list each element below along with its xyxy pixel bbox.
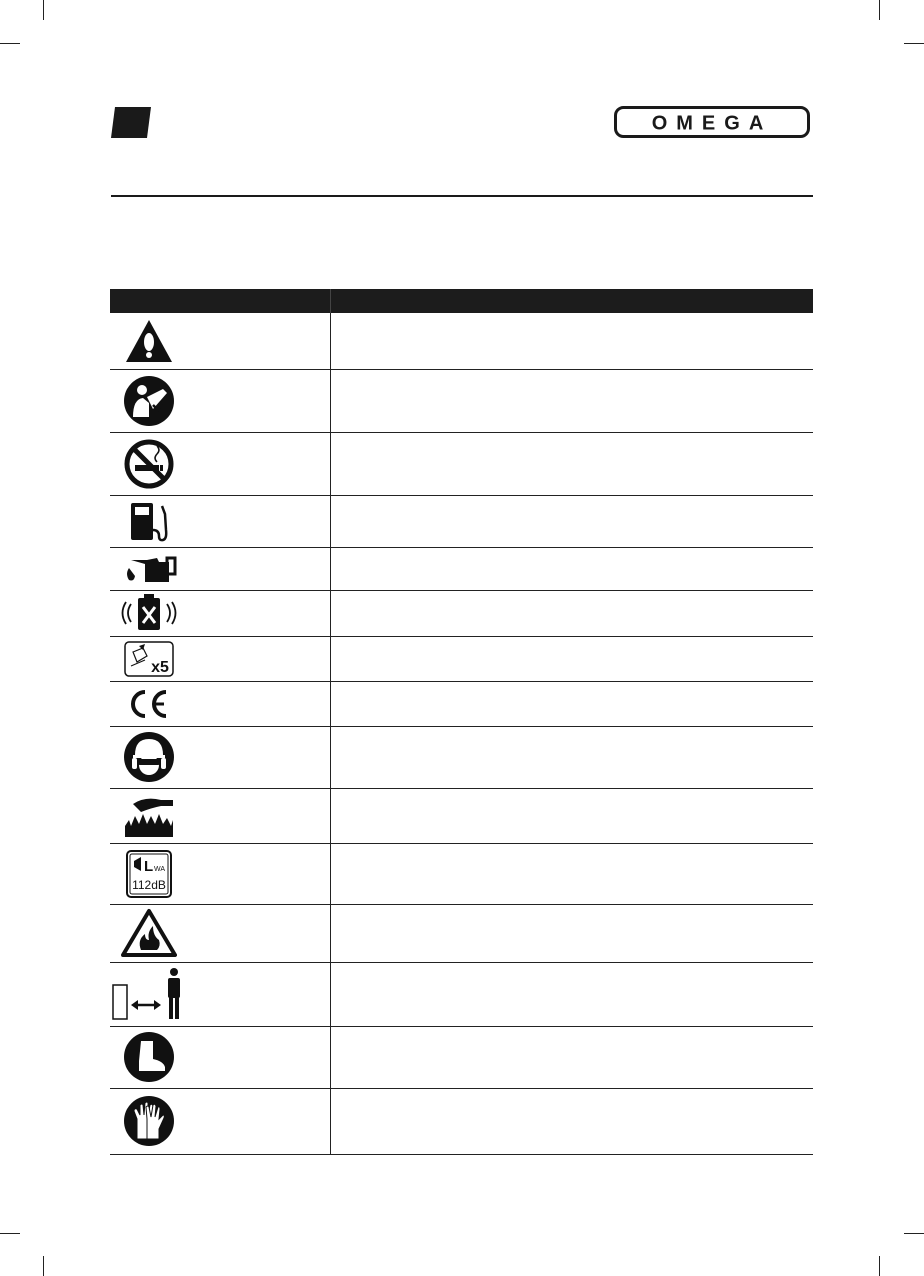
- crop-mark: [879, 1256, 880, 1276]
- table-row: [110, 495, 813, 547]
- table-row: [110, 962, 813, 1026]
- symbol-description: [330, 843, 813, 904]
- flammable-icon: [121, 908, 177, 958]
- symbol-name: [188, 788, 330, 843]
- symbol-name: [188, 495, 330, 547]
- battery-x5-icon: [123, 640, 175, 678]
- symbol-description: [330, 681, 813, 726]
- symbol-name: [188, 681, 330, 726]
- omega-logo-text: OMEGA: [651, 112, 773, 135]
- symbol-name: [188, 843, 330, 904]
- table-row: [110, 904, 813, 962]
- safety-gloves-icon: [123, 1095, 175, 1147]
- symbol-description: [330, 904, 813, 962]
- symbol-description: [330, 432, 813, 495]
- symbol-description: [330, 636, 813, 681]
- table-row: [110, 369, 813, 432]
- table-row: [110, 788, 813, 843]
- symbol-description: [330, 547, 813, 590]
- sound-power-level-icon: [125, 849, 173, 899]
- safe-distance-icon: [111, 967, 187, 1021]
- symbol-name: [188, 590, 330, 636]
- table-row: [110, 1026, 813, 1088]
- table-row: [110, 636, 813, 681]
- svg-text:L: L: [144, 857, 154, 875]
- read-manual-icon: [123, 375, 175, 427]
- symbol-name: [188, 904, 330, 962]
- symbol-name: [188, 726, 330, 788]
- table-row: [110, 843, 813, 904]
- symbol-name: [188, 369, 330, 432]
- symbol-description: [330, 495, 813, 547]
- symbol-name: [188, 636, 330, 681]
- symbol-description: [330, 1026, 813, 1088]
- table-header-row: [110, 289, 813, 313]
- symbol-description: [330, 1088, 813, 1154]
- hot-surface-icon: [121, 794, 177, 838]
- symbol-name: [188, 432, 330, 495]
- oil-can-icon: [121, 554, 177, 584]
- symbol-description: [330, 313, 813, 369]
- omega-logo: [614, 106, 810, 138]
- symbol-description: [330, 369, 813, 432]
- header-divider: [111, 195, 813, 197]
- symbol-name: [188, 1026, 330, 1088]
- svg-text:WA: WA: [154, 865, 166, 873]
- table-row: [110, 681, 813, 726]
- symbol-description: [330, 962, 813, 1026]
- vibration-icon: [114, 592, 184, 634]
- safety-boots-icon: [123, 1031, 175, 1083]
- crop-mark: [904, 1233, 924, 1234]
- battery-multiplier-label: x5: [151, 658, 169, 676]
- symbol-name: [188, 313, 330, 369]
- svg-text:112dB: 112dB: [132, 877, 166, 892]
- helmet-goggles-earmuffs-icon: [123, 731, 175, 783]
- section-marker: [111, 107, 151, 138]
- crop-mark: [879, 0, 880, 20]
- header-symbol: [110, 289, 330, 313]
- crop-mark: [0, 1233, 20, 1234]
- symbol-name: [188, 547, 330, 590]
- crop-mark: [0, 43, 20, 44]
- header-description: [330, 289, 813, 313]
- symbol-name: [188, 962, 330, 1026]
- table-row: [110, 547, 813, 590]
- table-row: [110, 726, 813, 788]
- symbols-table: [110, 289, 813, 1155]
- symbol-description: [330, 590, 813, 636]
- crop-mark: [43, 1256, 44, 1276]
- symbol-description: [330, 788, 813, 843]
- crop-mark: [43, 0, 44, 20]
- ce-mark-icon: [126, 688, 172, 720]
- symbol-name: [188, 1088, 330, 1154]
- table-row: [110, 432, 813, 495]
- symbol-description: [330, 726, 813, 788]
- crop-mark: [904, 43, 924, 44]
- table-row: [110, 1088, 813, 1154]
- table-row: [110, 590, 813, 636]
- warning-triangle-icon: [124, 318, 174, 364]
- fuel-pump-icon: [127, 500, 171, 542]
- no-smoking-icon: [123, 438, 175, 490]
- table-row: [110, 313, 813, 369]
